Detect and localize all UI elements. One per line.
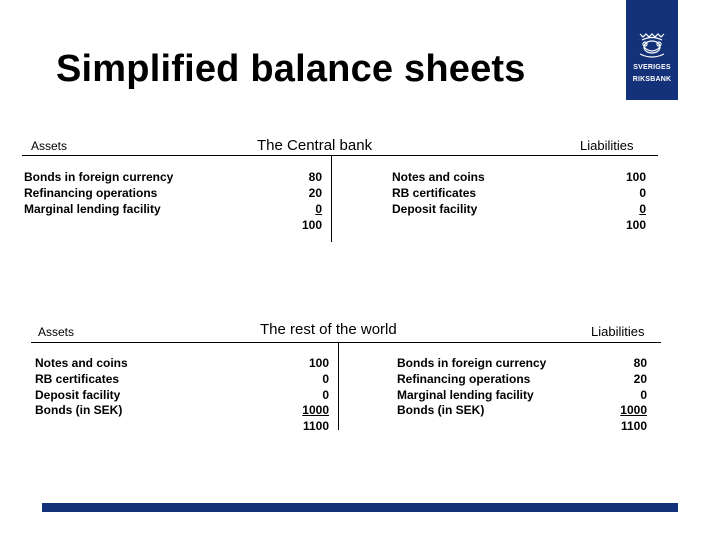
assets-label: Assets [31, 139, 68, 153]
liability-value: 20 [633, 372, 647, 386]
asset-name: Bonds in foreign currency [24, 170, 174, 184]
liability-name: Bonds in foreign currency [397, 356, 547, 370]
liability-name: Notes and coins [392, 170, 485, 184]
asset-name: Bonds (in SEK) [35, 403, 123, 417]
liability-name: Deposit facility [392, 202, 478, 216]
slide-title: Simplified balance sheets [56, 48, 526, 90]
liability-value: 0 [639, 186, 646, 200]
liability-value: 100 [625, 170, 646, 184]
asset-name: Marginal lending facility [24, 202, 161, 216]
footer-bar [42, 503, 678, 512]
asset-value: 0 [315, 202, 322, 216]
liability-name: Marginal lending facility [397, 388, 534, 402]
sheet-title: The Central bank [257, 137, 373, 154]
riksbank-crest-icon [634, 30, 670, 60]
sheet-divider [331, 156, 332, 242]
liability-value: 0 [639, 202, 646, 216]
asset-value: 0 [322, 372, 329, 386]
asset-value: 80 [308, 170, 322, 184]
asset-value: 0 [322, 388, 329, 402]
liabilities-label: Liabilities [591, 324, 645, 339]
logo-text-line1: SVERIGES [633, 64, 671, 71]
liability-name: Bonds (in SEK) [397, 403, 485, 417]
liability-name: Refinancing operations [397, 372, 531, 386]
asset-name: Notes and coins [35, 356, 128, 370]
asset-value: 20 [308, 186, 322, 200]
sheet-divider [338, 343, 339, 430]
asset-name: Deposit facility [35, 388, 121, 402]
sheet-title: The rest of the world [260, 321, 397, 338]
liabilities-total: 1100 [620, 419, 647, 433]
liability-value: 80 [633, 356, 647, 370]
sheet-header-rule [31, 342, 661, 343]
liability-name: RB certificates [392, 186, 477, 200]
asset-value: 1000 [302, 403, 329, 417]
sheet-header-rule [22, 155, 658, 156]
assets-total: 100 [301, 218, 322, 232]
assets-label: Assets [38, 325, 75, 339]
liability-value: 0 [640, 388, 647, 402]
liability-value: 1000 [620, 403, 647, 417]
asset-value: 100 [308, 356, 329, 370]
logo-text-line2: RIKSBANK [632, 76, 672, 83]
assets-total: 1100 [302, 419, 329, 433]
liabilities-total: 100 [625, 218, 646, 232]
riksbank-logo [626, 0, 678, 100]
asset-name: RB certificates [35, 372, 120, 386]
asset-name: Refinancing operations [24, 186, 158, 200]
liabilities-label: Liabilities [580, 138, 634, 153]
